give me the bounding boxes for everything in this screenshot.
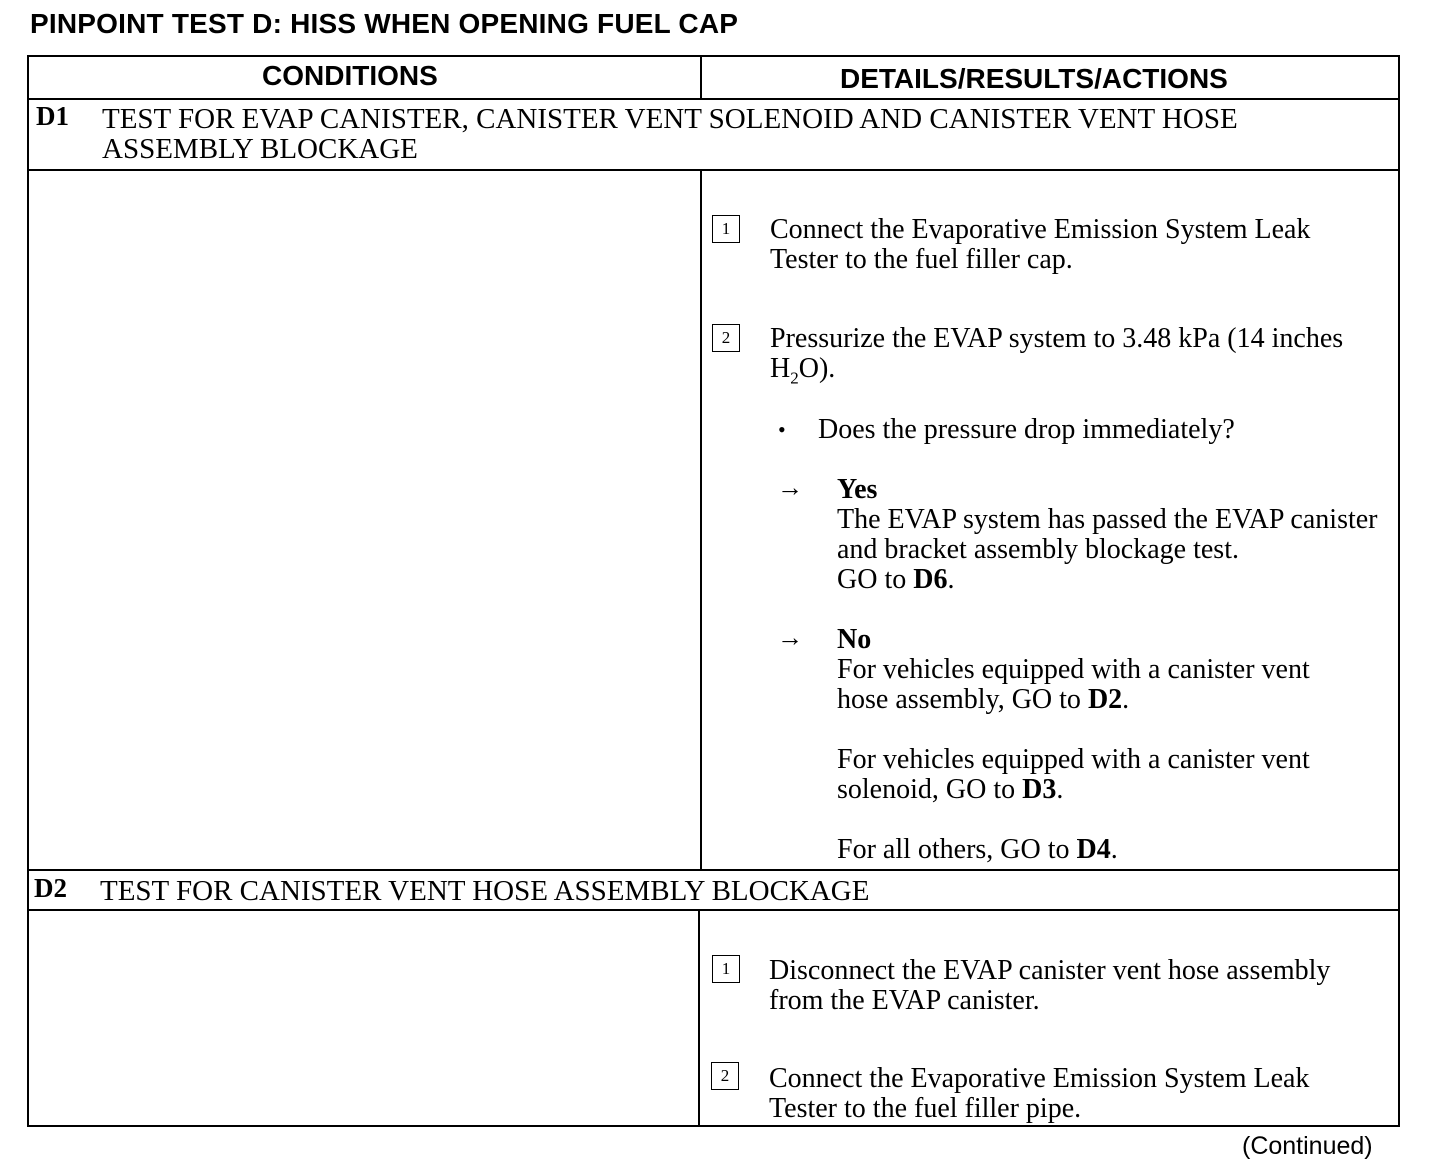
d1-heading-divider: [27, 169, 1400, 171]
d1-yes-label: Yes: [837, 474, 878, 505]
section-d2-id: D2: [34, 873, 67, 903]
d1-no-p1-target: D2: [1087, 684, 1123, 715]
column-divider-d2: [698, 910, 700, 1127]
arrow-right-icon: →: [777, 473, 803, 502]
d1-no-p3-text: For all others, GO to: [837, 834, 1077, 865]
d1-no-p2: [837, 745, 1367, 805]
details-column-header: DETAILS/RESULTS/ACTIONS: [840, 63, 1228, 94]
d1-yes-go-prefix: GO to: [837, 564, 914, 595]
d2-step-1-number: 1: [712, 955, 740, 983]
section-d2-heading: TEST FOR CANISTER VENT HOSE ASSEMBLY BLOCKAGE: [100, 875, 870, 907]
d1-no-p2-text: For vehicles equipped with a canister vent solenoid, GO to: [837, 744, 1310, 805]
d1-step-2-subscript: 2: [790, 368, 799, 388]
column-divider-header: [700, 55, 702, 99]
d1-step-1-text: Connect the Evaporative Emission System Leak Tester to the fuel filler cap.: [770, 214, 1311, 275]
section-d1-id: D1: [36, 101, 69, 131]
d1-no-p3-target: D4: [1076, 834, 1111, 865]
d1-yes-go-suffix: .: [947, 564, 955, 595]
arrow-right-icon: →: [777, 623, 803, 652]
d1-no-label: No: [837, 624, 872, 655]
d1-step-2-text: [770, 324, 1390, 394]
period: .: [1122, 684, 1130, 715]
column-divider-d1: [700, 170, 702, 870]
period: .: [1110, 834, 1118, 865]
d1-no-p1-text: For vehicles equipped with a canister vent hose assembly, GO to: [837, 654, 1310, 715]
d1-no-p3: [837, 835, 1367, 865]
d2-step-2-text: Connect the Evaporative Emission System Leak Tester to the fuel filler pipe.: [769, 1063, 1310, 1124]
period: .: [1056, 774, 1064, 805]
d1-step-1-number: 1: [712, 215, 740, 243]
d2-step-2-number: 2: [711, 1062, 739, 1090]
conditions-column-header: CONDITIONS: [262, 60, 438, 91]
d2-step-1-text: Disconnect the EVAP canister vent hose assembly from the EVAP canister.: [769, 955, 1331, 1016]
header-divider: [27, 98, 1400, 100]
section-d1-heading: TEST FOR EVAP CANISTER, CANISTER VENT SOLENOID AND CANISTER VENT HOSE ASSEMBLY BLOCKAGE: [102, 103, 1238, 165]
d1-yes-block: [837, 475, 1382, 595]
d1-step-2-text-b: O).: [798, 353, 836, 384]
d1-step-2-number: 2: [712, 324, 740, 352]
d2-top-divider: [27, 869, 1400, 871]
page-title: PINPOINT TEST D: HISS WHEN OPENING FUEL CAP: [30, 8, 739, 39]
d1-yes-go-target: D6: [913, 564, 948, 595]
d1-step-2-text-a: Pressurize the EVAP system to 3.48 kPa (14 inches H: [770, 323, 1344, 384]
d2-heading-divider: [27, 909, 1400, 911]
d1-no-p2-target: D3: [1022, 774, 1057, 805]
d1-question: Does the pressure drop immediately?: [818, 414, 1235, 445]
d1-no-block: [837, 625, 1367, 715]
d1-yes-text: The EVAP system has passed the EVAP canister and bracket assembly blockage test.: [837, 504, 1378, 565]
continued-label: (Continued): [1242, 1132, 1373, 1160]
bullet-icon: •: [778, 417, 786, 442]
